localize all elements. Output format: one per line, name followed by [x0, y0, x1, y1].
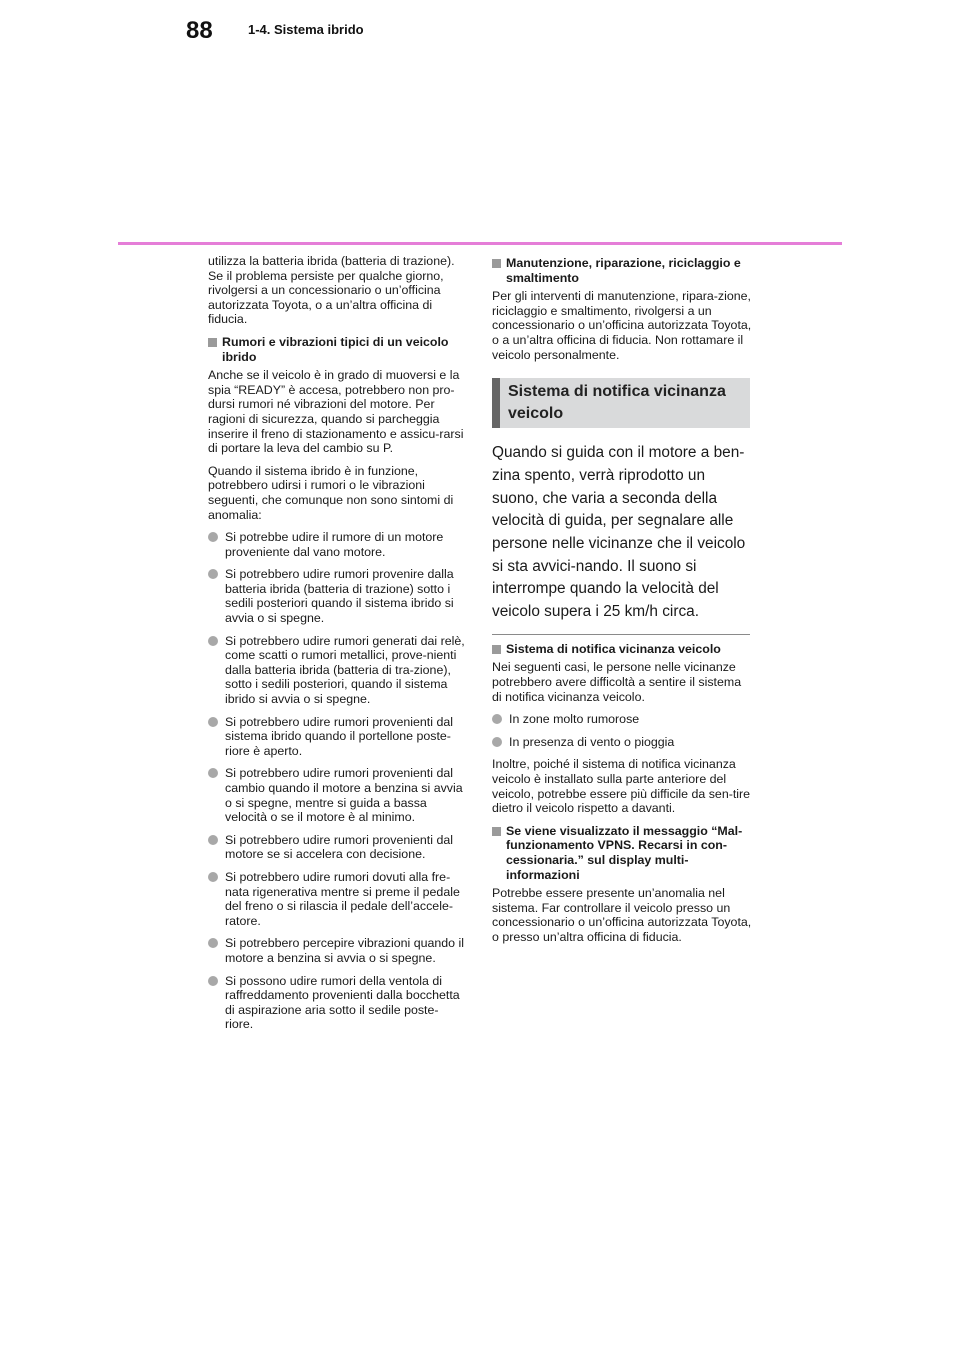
square-bullet-icon [492, 259, 501, 268]
vpns-paragraph-2: Inoltre, poiché il sistema di notifica vicinanza veicolo è installato sulla parte anteriore del veicolo, potrebbe essere più difficile da sen-tire dietro il veicolo rispetto a davanti. [492, 757, 751, 816]
round-bullet-icon [208, 768, 218, 778]
list-item [208, 530, 466, 559]
round-bullet-icon [208, 976, 218, 986]
maintenance-heading-text: Manutenzione, riparazione, riciclaggio e smaltimento [506, 256, 741, 285]
list-item-text: Si possono udire rumori della ventola di raffreddamento provenienti dalla bocchetta di aspirazione aria sotto il sedile poste-riore. [225, 973, 460, 1032]
left-column [208, 254, 466, 1040]
list-item [492, 735, 752, 750]
vpns-paragraph: Nei seguenti casi, le persone nelle vicinanze potrebbero avere difficoltà a sentire il sistema di notifica vicinanza veicolo. [492, 660, 742, 704]
list-item-text: Si potrebbero udire rumori provenienti dal motore se si accelera con decisione. [225, 832, 453, 862]
noise-paragraph-2: Quando il sistema ibrido è in funzione, potrebbero udirsi i rumori o le vibrazioni seguenti, che comunque non sono sintomi di anomalia: [208, 463, 454, 522]
list-item-text: Si potrebbero udire rumori dovuti alla fre-nata rigenerativa mentre si preme il pedale del freno o si rilascia il pedale dell’accele-ratore. [225, 869, 460, 928]
round-bullet-icon [208, 872, 218, 882]
round-bullet-icon [208, 569, 218, 579]
noise-paragraph-1: Anche se il veicolo è in grado di muoversi e la spia “READY” è accesa, potrebbero non pro-dursi rumori né vibrazioni del motore. Per ragioni di sicurezza, quando si parcheggia inserire il freno di stazionamento e assicu-rarsi di portare la leva del cambio su P. [208, 368, 464, 456]
round-bullet-icon [208, 938, 218, 948]
section-divider [492, 634, 750, 635]
list-item [492, 712, 752, 727]
list-item-text: Si potrebbero udire rumori generati dai relè, come scatti o rumori metallici, prove-nienti dalla batteria ibrida (batteria di tra-zione), sotto i sedili posteriori, quando il sistema ibrido si avvia o si spegne. [225, 633, 465, 707]
header-rule [118, 242, 842, 245]
section-intro: Quando si guida con il motore a ben-zina spento, verrà riprodotto un suono, che varia a seconda della velocità di guida, per segnalare alle persone nelle vicinanze che il veicolo si sta avvici-nando. Il suono si interrompe quando la velocità del veicolo supera i 25 km/h circa. [492, 444, 746, 621]
right-column [492, 256, 752, 952]
noise-heading-text: Rumori e vibrazioni tipici di un veicolo ibrido [222, 334, 449, 364]
list-item-text: In presenza di vento o pioggia [509, 734, 675, 749]
left-intro-paragraph: utilizza la batteria ibrida (batteria di trazione). Se il problema persiste per qualche giorno, rivolgersi a un concessionario o un’officina autorizzata Toyota, o a un’altra officina di fiducia. [208, 254, 455, 327]
message-paragraph: Potrebbe essere presente un’anomalia nel sistema. Far controllare il veicolo presso un concessionario o un’officina autorizzata Toyota, o presso un’altra officina di fiducia. [492, 886, 752, 944]
list-item [208, 833, 466, 862]
page-number: 88 [186, 17, 213, 44]
list-item [208, 715, 466, 759]
list-item-text: In zone molto rumorose [509, 712, 640, 727]
list-item [208, 634, 466, 707]
list-item-text: Si potrebbero udire rumori provenienti dal sistema ibrido quando il portellone poste-riore è aperto. [225, 714, 453, 758]
list-item [208, 567, 466, 625]
noise-heading [208, 335, 466, 364]
running-header: 1-4. Sistema ibrido [248, 22, 364, 37]
list-item [208, 766, 466, 824]
maintenance-heading [492, 256, 752, 285]
round-bullet-icon [208, 532, 218, 542]
list-item [208, 936, 466, 965]
list-item-text: Si potrebbero percepire vibrazioni quando il motore a benzina si avvia o si spegne. [225, 936, 465, 965]
round-bullet-icon [208, 636, 218, 646]
vpns-heading [492, 642, 752, 657]
vpns-heading-text: Sistema di notifica vicinanza veicolo [506, 641, 721, 656]
round-bullet-icon [492, 737, 502, 747]
list-item [208, 974, 466, 1032]
round-bullet-icon [492, 714, 502, 724]
square-bullet-icon [208, 338, 217, 347]
list-item-text: Si potrebbero udire rumori provenire dalla batteria ibrida (batteria di trazione) sotto i sedili posteriori quando il sistema ibrido si avvia o si spegne. [225, 567, 454, 626]
square-bullet-icon [492, 645, 501, 654]
round-bullet-icon [208, 717, 218, 727]
section-title: Sistema di notifica vicinanza veicolo [508, 383, 726, 423]
round-bullet-icon [208, 835, 218, 845]
list-item-text: Si potrebbero udire rumori provenienti dal cambio quando il motore a benzina si avvia o si spegne, mentre si guida a bassa velocità o se il motore è al minimo. [225, 766, 463, 825]
message-heading-text: Se viene visualizzato il messaggio “Mal-funzionamento VPNS. Recarsi in con-cessionaria.” sul display multi-informazioni [506, 823, 743, 882]
section-accent-bar [492, 378, 500, 428]
maintenance-paragraph: Per gli interventi di manutenzione, ripara-zione, riciclaggio e smaltimento, rivolgersi a un concessionario o un’officina autorizzata Toyota, o a un’altra officina di fiducia. Non rottamare il veicolo personalmente. [492, 289, 752, 362]
list-item-text: Si potrebbe udire il rumore di un motore proveniente dal vano motore. [225, 530, 444, 559]
section-title-box [492, 378, 750, 428]
square-bullet-icon [492, 827, 501, 836]
message-heading [492, 824, 752, 882]
list-item [208, 870, 466, 928]
